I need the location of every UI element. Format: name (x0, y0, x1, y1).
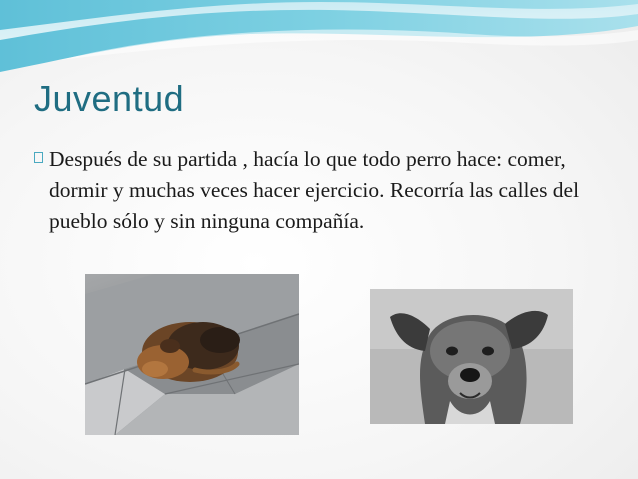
sleeping-dog-photo (85, 274, 299, 435)
wave-header-decoration (0, 0, 638, 80)
dog-portrait-photo (370, 289, 573, 424)
page-title: Juventud (34, 78, 185, 119)
square-bullet-icon (34, 152, 43, 163)
bullet-item (34, 144, 614, 237)
bullet-text: Después de su partida , hacía lo que todo perro hace: comer, dormir y muchas veces hacer ejercicio. Recorría las calles del pueblo sólo y sin ninguna compañía. (49, 147, 580, 233)
